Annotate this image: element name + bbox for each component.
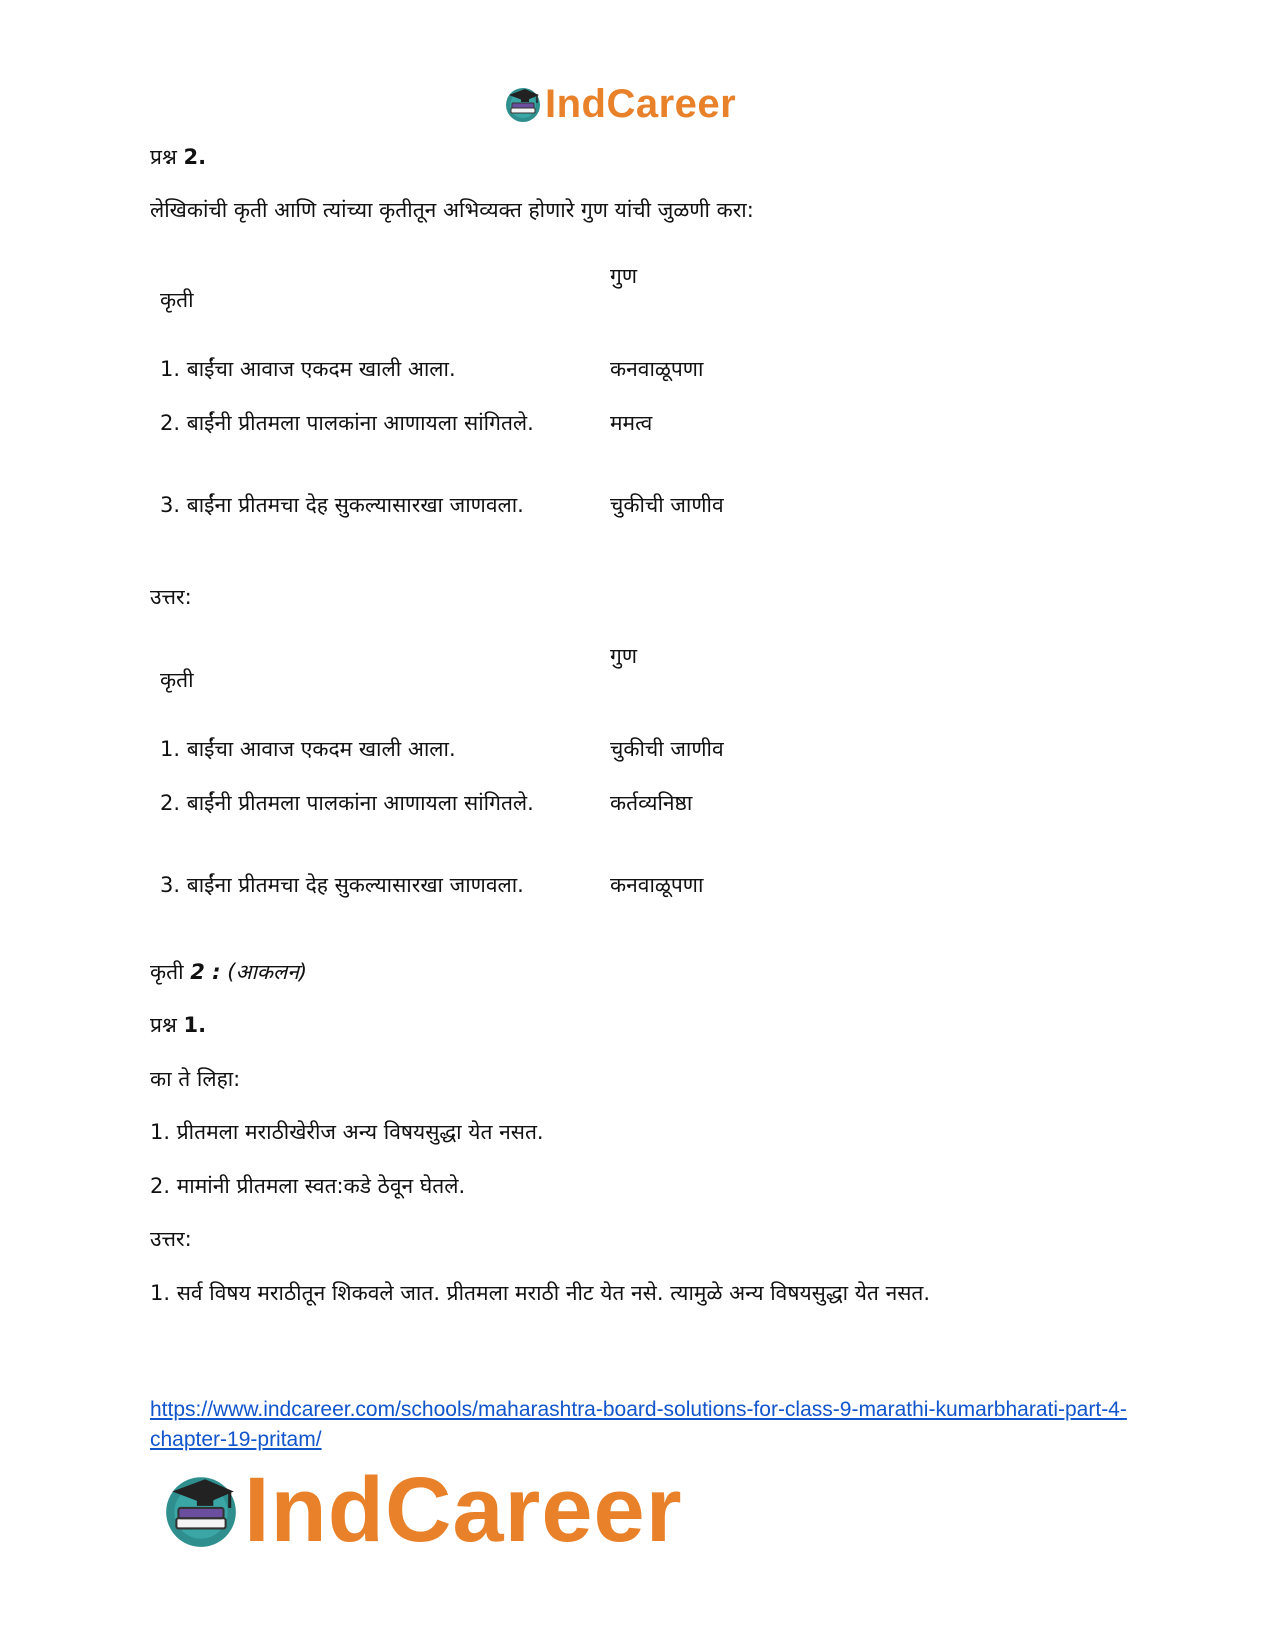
answer-label: उत्तर: bbox=[150, 585, 192, 609]
question-heading bbox=[150, 143, 206, 171]
list-item: 1. प्रीतमला मराठीखेरीज अन्य विषयसुद्धा येत नसत. bbox=[150, 1120, 544, 1144]
answer-label: उत्तर: bbox=[150, 1227, 192, 1251]
list-item: 2. मामांनी प्रीतमला स्वत:कडे ठेवून घेतले. bbox=[150, 1174, 466, 1198]
section-heading bbox=[150, 958, 307, 986]
graduation-cap-books-globe-icon bbox=[503, 84, 543, 124]
column-header-gun: गुण bbox=[610, 644, 638, 668]
question-number: 2. bbox=[183, 145, 207, 169]
answer-text: 1. सर्व विषय मराठीतून शिकवले जात. प्रीतमला मराठी नीट येत नसे. त्यामुळे अन्य विषयसुद्धा येत नसत. bbox=[150, 1281, 931, 1305]
question-label: प्रश्न bbox=[150, 1013, 177, 1037]
table-row-right: कनवाळूपणा bbox=[610, 357, 704, 381]
question-number: 1. bbox=[183, 1013, 207, 1037]
footer-logo bbox=[160, 1459, 683, 1561]
table-row-right: चुकीची जाणीव bbox=[610, 737, 724, 761]
question-heading bbox=[150, 1011, 206, 1039]
header-logo bbox=[503, 82, 736, 126]
source-link[interactable]: https://www.indcareer.com/schools/maharashtra-board-solutions-for-class-9-marathi-kumarbharati-part-4-chapter-19-pritam/ bbox=[150, 1398, 1127, 1451]
brand-wordmark: IndCareer bbox=[545, 82, 737, 126]
column-header-gun: गुण bbox=[610, 264, 638, 288]
table-row-right: ममत्व bbox=[610, 411, 653, 435]
table-row-left: 1. बाईंचा आवाज एकदम खाली आला. bbox=[160, 737, 456, 761]
table-row-right: कनवाळूपणा bbox=[610, 873, 704, 897]
table-row-left: 1. बाईंचा आवाज एकदम खाली आला. bbox=[160, 357, 456, 381]
question-label: प्रश्न bbox=[150, 145, 177, 169]
section-prefix: कृती bbox=[150, 960, 184, 984]
table-row-right: कर्तव्यनिष्ठा bbox=[610, 791, 693, 815]
table-row-right: चुकीची जाणीव bbox=[610, 493, 724, 517]
column-header-kruti: कृती bbox=[160, 668, 194, 692]
table-row-left: 3. बाईंना प्रीतमचा देह सुकल्यासारखा जाणवला. bbox=[160, 873, 524, 897]
brand-wordmark: IndCareer bbox=[244, 1459, 683, 1561]
section-number: 2 : bbox=[190, 960, 221, 984]
table-row-left: 2. बाईंनी प्रीतमला पालकांना आणायला सांगितले. bbox=[160, 411, 534, 435]
column-header-kruti: कृती bbox=[160, 288, 194, 312]
question-instruction: का ते लिहा: bbox=[150, 1067, 241, 1091]
graduation-cap-books-globe-icon bbox=[160, 1469, 242, 1551]
table-row-left: 3. बाईंना प्रीतमचा देह सुकल्यासारखा जाणवला. bbox=[160, 493, 524, 517]
table-row-left: 2. बाईंनी प्रीतमला पालकांना आणायला सांगितले. bbox=[160, 791, 534, 815]
section-paren: (आकलन) bbox=[227, 960, 308, 984]
question-instruction: लेखिकांची कृती आणि त्यांच्या कृतीतून अभिव्यक्त होणारे गुण यांची जुळणी करा: bbox=[150, 198, 754, 222]
